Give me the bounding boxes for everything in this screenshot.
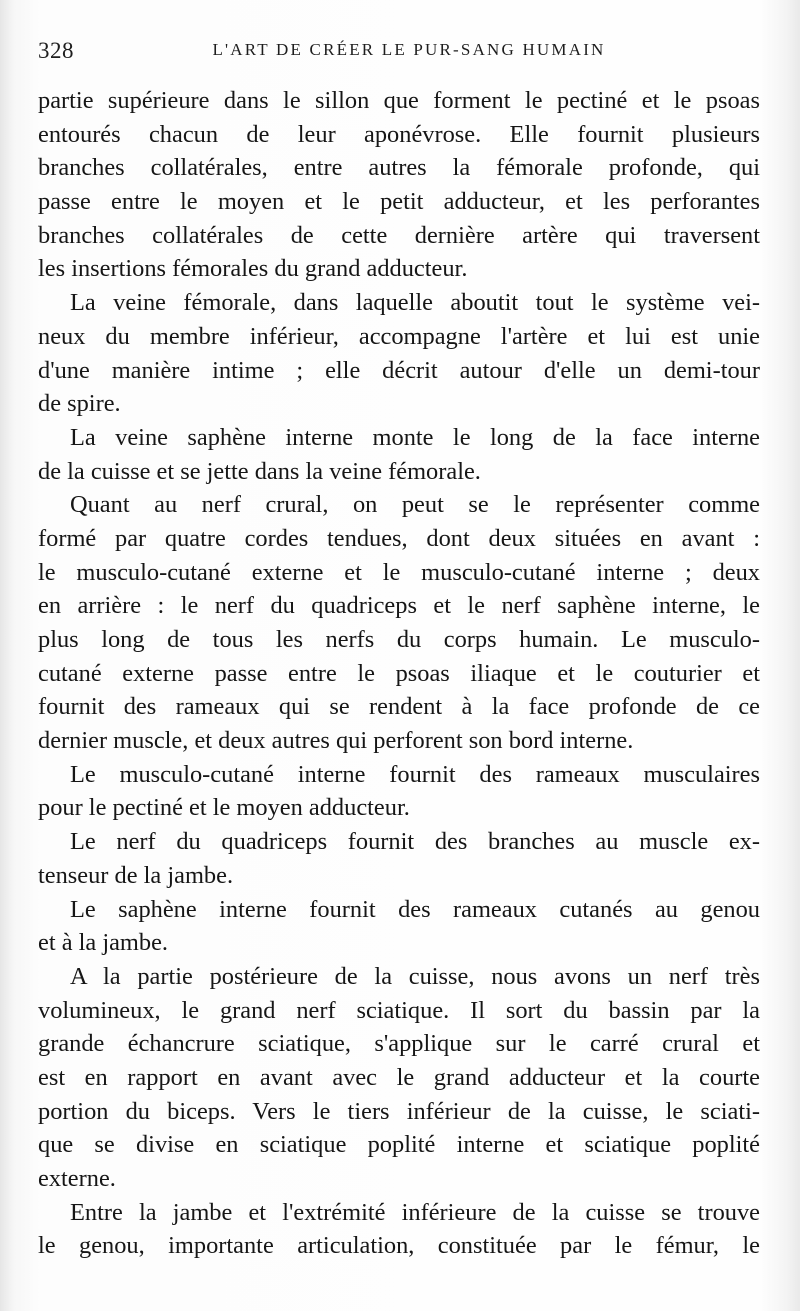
text-line: neux du membre inférieur, accompagne l'artère et lui est unie (38, 322, 760, 350)
text-line: grande échancrure sciatique, s'applique sur le carré crural et (38, 1030, 760, 1058)
text-line: le genou, importante articulation, constituée par le fémur, le (38, 1232, 760, 1260)
text-line: La veine saphène interne monte le long de la face interne (70, 423, 760, 451)
body-text (38, 84, 760, 1263)
text-line: Le saphène interne fournit des rameaux cutanés au genou (70, 895, 760, 923)
text-line: pour le pectiné et le moyen adducteur. (38, 794, 410, 822)
text-line: branches collatérales, entre autres la fémorale profonde, qui (38, 154, 760, 182)
text-line: La veine fémorale, dans laquelle aboutit tout le système vei- (70, 289, 760, 317)
text-line: volumineux, le grand nerf sciatique. Il sort du bassin par la (38, 996, 760, 1024)
text-line: portion du biceps. Vers le tiers inférieur de la cuisse, le sciati- (38, 1097, 760, 1125)
text-line: dernier muscle, et deux autres qui perforent son bord interne. (38, 727, 634, 755)
text-line: les insertions fémorales du grand adducteur. (38, 255, 468, 283)
text-line: entourés chacun de leur aponévrose. Elle fournit plusieurs (38, 120, 760, 148)
text-line: de la cuisse et se jette dans la veine fémorale. (38, 457, 481, 485)
text-line: en arrière : le nerf du quadriceps et le nerf saphène interne, le (38, 592, 760, 620)
text-line: Quant au nerf crural, on peut se le représenter comme (70, 491, 760, 519)
running-title: L'ART DE CRÉER LE PUR-SANG HUMAIN (212, 40, 606, 59)
text-line: plus long de tous les nerfs du corps humain. Le musculo- (38, 626, 760, 653)
text-line: de spire. (38, 390, 121, 418)
text-line: formé par quatre cordes tendues, dont deux situées en avant : (38, 524, 760, 552)
text-line: passe entre le moyen et le petit adducteur, et les perforantes (38, 188, 760, 216)
text-line: A la partie postérieure de la cuisse, nous avons un nerf très (70, 962, 760, 990)
text-line: branches collatérales de cette dernière artère qui traversent (38, 221, 760, 249)
text-line: tenseur de la jambe. (38, 861, 234, 889)
text-line: fournit des rameaux qui se rendent à la face profonde de ce (38, 693, 760, 721)
text-line: Le nerf du quadriceps fournit des branches au muscle ex- (70, 828, 760, 856)
text-line: et à la jambe. (38, 929, 169, 957)
text-line: Entre la jambe et l'extrémité inférieure de la cuisse se trouve (70, 1198, 760, 1226)
text-line: que se divise en sciatique poplité interne et sciatique poplité (38, 1131, 760, 1159)
text-line: Le musculo-cutané interne fournit des rameaux musculaires (70, 760, 760, 788)
page-number: 328 (38, 38, 74, 63)
text-line: cutané externe passe entre le psoas iliaque et le couturier et (38, 659, 760, 687)
text-line: externe. (38, 1165, 116, 1192)
text-line: partie supérieure dans le sillon que forment le pectiné et le psoas (38, 87, 760, 114)
text-line: est en rapport en avant avec le grand adducteur et la courte (38, 1063, 760, 1091)
text-line: d'une manière intime ; elle décrit autour d'elle un demi-tour (38, 356, 760, 384)
running-header (38, 38, 760, 66)
text-line: le musculo-cutané externe et le musculo-cutané interne ; deux (38, 558, 760, 586)
